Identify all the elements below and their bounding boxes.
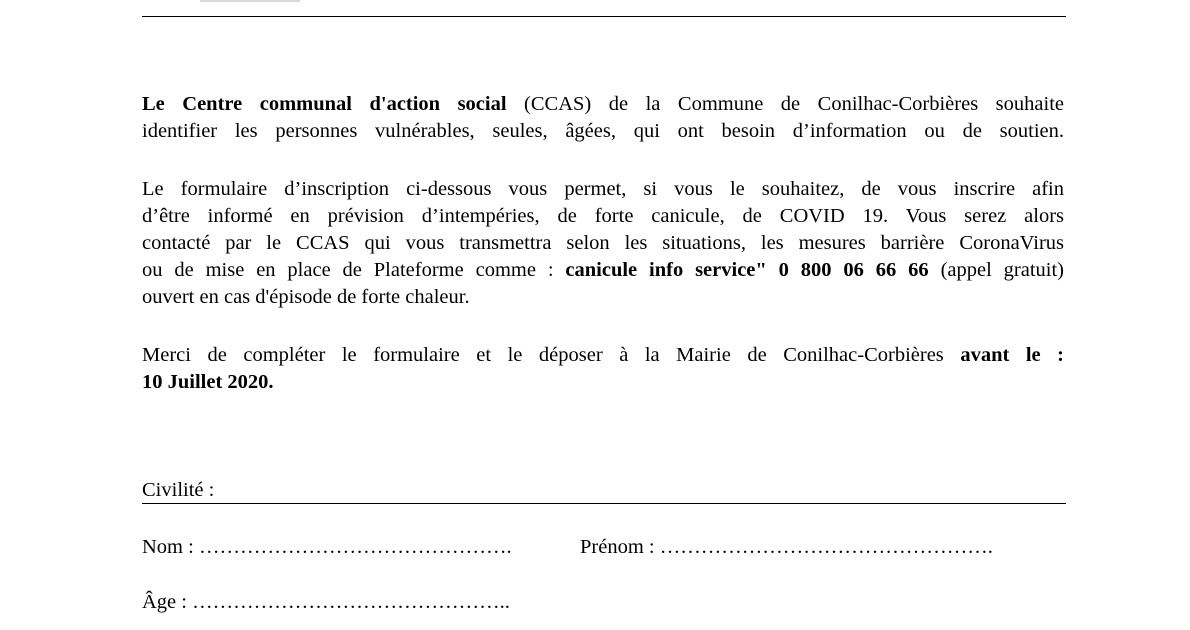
intro-paragraph [142, 91, 1064, 145]
header-mark [200, 0, 300, 2]
intro-line-1-rest: (CCAS) de la Commune de Conilhac-Corbières souhaite [506, 93, 1064, 115]
registration-line-4 [142, 257, 1064, 284]
age-field[interactable]: Âge : ……………………………………….. [142, 591, 510, 613]
deadline-label: avant le : [960, 344, 1064, 366]
deadline-line-1 [142, 342, 1064, 369]
deadline-date: 10 Juillet 2020. [142, 371, 274, 393]
civilite-field[interactable]: Civilité : [142, 479, 215, 501]
deadline-line-1-start: Merci de compléter le formulaire et le déposer à la Mairie de Conilhac-Corbières [142, 344, 961, 366]
registration-line-4-start: ou de mise en place de Plateforme comme : [142, 259, 566, 281]
nom-field[interactable]: Nom : ………………………………………. [142, 536, 512, 558]
hotline-number: canicule info service" 0 800 06 66 66 [565, 259, 929, 281]
registration-line-4-end: (appel gratuit) [928, 259, 1065, 281]
intro-line-2: identifier les personnes vulnérables, seules, âgées, qui ont besoin d’information ou de soutien. [142, 120, 1064, 142]
registration-line-5: ouvert en cas d'épisode de forte chaleur. [142, 286, 470, 308]
registration-line-1: Le formulaire d’inscription ci-dessous vous permet, si vous le souhaitez, de vous inscrire afin [142, 178, 1064, 200]
registration-line-3: contacté par le CCAS qui vous transmettra selon les situations, les mesures barrière CoronaVirus [142, 232, 1064, 254]
ccas-name: Le Centre communal d'action social [142, 93, 507, 115]
intro-line-1 [142, 91, 1064, 118]
deadline-paragraph [142, 342, 1064, 396]
deadline-line-2 [142, 369, 1064, 396]
registration-line-2: d’être informé en prévision d’intempéries, de forte canicule, de COVID 19. Vous serez alors [142, 205, 1064, 227]
header-rule [142, 16, 1066, 17]
registration-paragraph [142, 176, 1064, 311]
civilite-rule [142, 503, 1066, 504]
prenom-field[interactable]: Prénom : …………………………………………. [580, 536, 993, 558]
